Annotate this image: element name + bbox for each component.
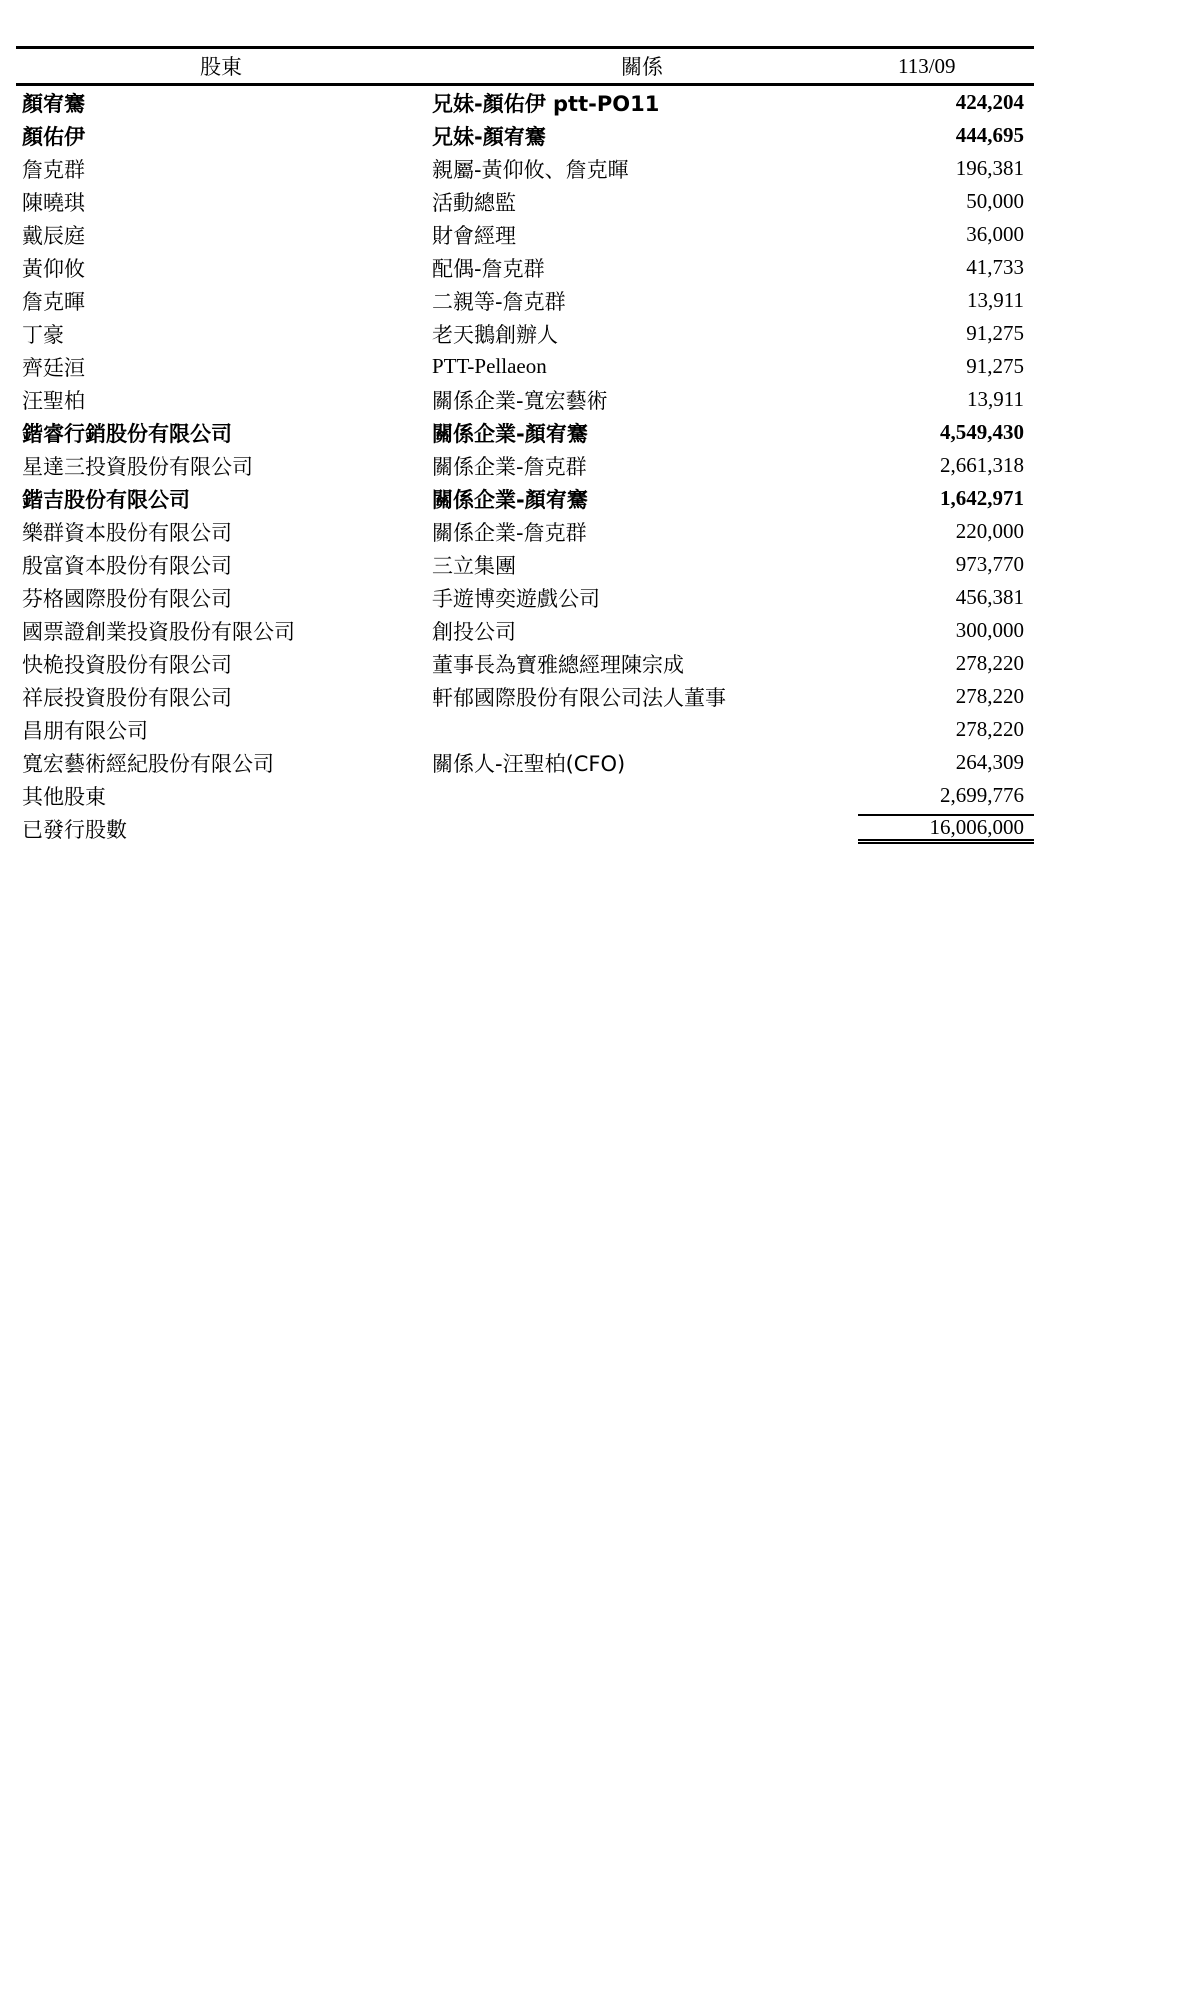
shareholder-name: 祥辰投資股份有限公司 [22,685,232,710]
table-row [16,416,1034,449]
share-count: 2,661,318 [940,453,1024,477]
header-shareholder: 股東 [200,55,242,79]
table-row [16,746,1034,779]
shareholder-name: 陳曉琪 [22,190,85,215]
share-count: 4,549,430 [940,420,1024,444]
share-count: 2,699,776 [940,783,1024,807]
share-count: 456,381 [955,585,1024,609]
shareholder-name: 殷富資本股份有限公司 [22,553,232,578]
relation-text: 關係企業-顏宥騫 [432,421,588,446]
shareholder-name: 昌朋有限公司 [22,718,148,743]
shareholder-name: 寬宏藝術經紀股份有限公司 [22,751,274,776]
header-relation: 關係 [621,55,663,79]
share-count: 91,275 [966,321,1024,345]
table-row [16,581,1034,614]
relation-text: 軒郁國際股份有限公司法人董事 [432,685,726,710]
table-row [16,779,1034,812]
total-label: 已發行股數 [22,817,127,842]
shareholder-name: 芬格國際股份有限公司 [22,586,232,611]
relation-text: 董事長為寶雅總經理陳宗成 [432,652,684,677]
table-total-row [16,812,1034,845]
share-count: 196,381 [955,156,1024,180]
shareholder-name: 快桅投資股份有限公司 [22,652,232,677]
shareholder-table [16,46,1034,845]
table-row [16,152,1034,185]
share-count: 91,275 [966,354,1024,378]
table-row [16,251,1034,284]
relation-text: 老天鵝創辦人 [432,322,558,347]
shareholder-name: 汪聖柏 [22,388,85,413]
share-count: 264,309 [955,750,1024,774]
relation-text: 兄妹-顏宥騫 [432,124,546,149]
share-count: 444,695 [955,123,1024,147]
shareholder-name: 戴辰庭 [22,223,85,248]
share-count: 1,642,971 [940,486,1024,510]
share-count: 278,220 [955,651,1024,675]
share-count: 50,000 [966,189,1024,213]
share-count: 36,000 [966,222,1024,246]
relation-text: 三立集團 [432,553,516,578]
table-row [16,614,1034,647]
table-row [16,680,1034,713]
relation-text: 關係企業-寬宏藝術 [432,388,608,413]
share-count: 278,220 [955,684,1024,708]
shareholder-name: 星達三投資股份有限公司 [22,454,253,479]
share-count: 13,911 [967,387,1024,411]
share-count: 973,770 [955,552,1024,576]
shareholder-name: 顏宥騫 [22,91,85,116]
share-count: 278,220 [955,717,1024,741]
share-count: 300,000 [955,618,1024,642]
relation-text: 配偶-詹克群 [432,256,545,281]
total-shares: 16,006,000 [858,814,1034,844]
table-row [16,119,1034,152]
share-count: 220,000 [955,519,1024,543]
table-row [16,482,1034,515]
table-row [16,449,1034,482]
shareholder-name: 鍇睿行銷股份有限公司 [22,421,232,446]
relation-text: 二親等-詹克群 [432,289,566,314]
table-body [16,86,1034,812]
shareholder-name: 顏佑伊 [22,124,85,149]
relation-text: 關係企業-詹克群 [432,454,587,479]
table-row [16,515,1034,548]
shareholder-name: 其他股東 [22,784,106,809]
table-row [16,185,1034,218]
table-header [16,49,1034,86]
relation-text: 活動總監 [432,190,516,215]
relation-text: 創投公司 [432,619,516,644]
shareholder-name: 黃仰攸 [22,256,85,281]
table-row [16,218,1034,251]
relation-text: 關係企業-詹克群 [432,520,587,545]
table-row [16,317,1034,350]
shareholder-name: 國票證創業投資股份有限公司 [22,619,295,644]
relation-text: 親屬-黃仰攸、詹克暉 [432,157,629,182]
shareholder-name: 詹克暉 [22,289,85,314]
table-row [16,284,1034,317]
shareholder-name: 齊廷洹 [22,355,85,380]
relation-text: 手遊博奕遊戲公司 [432,586,600,611]
relation-text: PTT-Pellaeon [432,354,547,378]
relation-text: 兄妹-顏佑伊 ptt-PO11 [432,91,660,116]
share-count: 424,204 [955,90,1024,114]
relation-text: 財會經理 [432,223,516,248]
table-row [16,548,1034,581]
shareholder-name: 詹克群 [22,157,85,182]
table-row [16,713,1034,746]
header-period: 113/09 [898,53,956,78]
shareholder-name: 丁豪 [22,322,64,347]
shareholder-name: 樂群資本股份有限公司 [22,520,232,545]
table-row [16,350,1034,383]
table-row [16,383,1034,416]
shareholder-name: 鍇吉股份有限公司 [22,487,190,512]
share-count: 41,733 [966,255,1024,279]
relation-text: 關係人-汪聖柏(CFO) [432,751,626,776]
relation-text: 關係企業-顏宥騫 [432,487,588,512]
share-count: 13,911 [967,288,1024,312]
table-row [16,647,1034,680]
table-row [16,86,1034,119]
